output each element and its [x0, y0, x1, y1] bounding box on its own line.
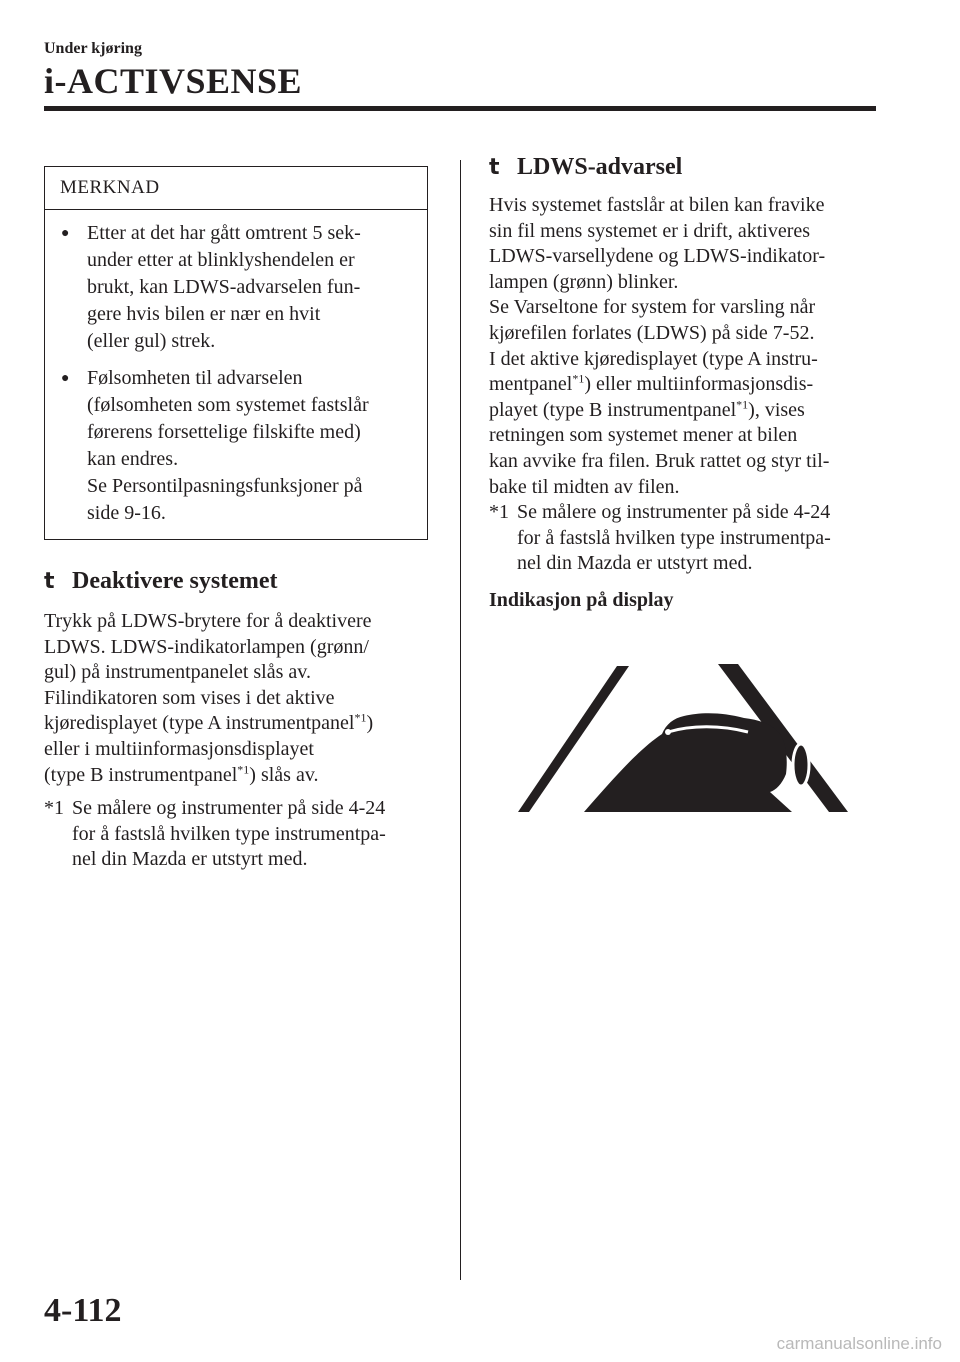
deactivate-heading [44, 568, 430, 595]
bullet-icon: ● [61, 226, 70, 241]
display-indication-heading: Indikasjon på display [489, 588, 674, 611]
watermark: carmanualsonline.info [776, 1334, 942, 1353]
left-column [44, 166, 430, 873]
page-number: 4-112 [44, 1292, 122, 1329]
chapter-title: i-ACTIVSENSE [44, 61, 303, 101]
footnote-mark: *1 [489, 501, 509, 524]
ldws-warning-paragraph [489, 193, 879, 500]
note-body [45, 210, 427, 539]
footnote-text: Se målere og instrumenter på side 4-24 for å fastslå hvilken type instrumentpa- nel din Mazda er utstyrt med. [517, 501, 831, 575]
section-label: Under kjøring [44, 40, 142, 57]
bullet-icon: ● [61, 371, 70, 386]
paragraph-text: ) eller multiinformasjonsdis- playet (type B instrumentpanel [489, 373, 814, 421]
paragraph-text: ) slås av. [249, 763, 319, 786]
paragraph-text: Hvis systemet fastslår at bilen kan fravike sin fil mens systemet er i drift, aktiveres LDWS-varsellydene og LDWS-indikator- lampen (grønn) blinker. Se Varseltone for system for varsling når kjørefilen forlates (LDWS) på side 7-52. I det aktive kjøredisplayet (type A instru- mentpanel [489, 194, 826, 396]
note-box [44, 166, 428, 540]
paragraph-text: Trykk på LDWS-brytere for å deaktivere LDWS. LDWS-indikatorlampen (grønn/ gul) på instrumentpanelet slås av. Filindikatoren som vises i det aktive kjøredisplayet (type A instrumentpanel [44, 610, 372, 735]
note-item [59, 220, 413, 355]
deactivate-title: Deaktivere systemet [72, 568, 278, 594]
note-title: MERKNAD [45, 167, 427, 210]
paragraph-text: ) eller i multiinformasjonsdisplayet (type B instrumentpanel [44, 712, 374, 786]
right-column [489, 154, 879, 612]
ldws-warning-heading [489, 154, 879, 181]
title-rule [44, 106, 876, 111]
deactivate-footnote [44, 796, 430, 873]
footnote-ref: *1 [736, 397, 749, 412]
ldws-warning-title: LDWS-advarsel [517, 154, 683, 180]
ldws-warning-footnote [489, 500, 879, 577]
paragraph-text: ), vises retningen som systemet mener at bilen kan avvike fra filen. Bruk rattet og styr til- bake til midten av filen. [489, 398, 830, 498]
footnote-mark: *1 [44, 797, 64, 820]
note-item-text: Følsomheten til advarselen (følsomheten som systemet fastslår førerens forsettelige filskifte med) kan endres. Se Persontilpasningsfunksjoner på side 9-16. [87, 367, 369, 524]
note-item [59, 365, 413, 527]
footnote-ref: *1 [354, 710, 367, 725]
section-marker-icon: t [489, 155, 500, 180]
lane-departure-car-icon [516, 662, 850, 814]
footnote-ref: *1 [572, 371, 585, 386]
column-divider [460, 160, 461, 1280]
note-item-text: Etter at det har gått omtrent 5 sek- under etter at blinklyshendelen er brukt, kan LDWS-advarselen fun- gere hvis bilen er nær en hvit (eller gul) strek. [87, 222, 361, 352]
deactivate-paragraph [44, 609, 430, 788]
footnote-ref: *1 [237, 761, 250, 776]
footnote-text: Se målere og instrumenter på side 4-24 for å fastslå hvilken type instrumentpa- nel din Mazda er utstyrt med. [72, 797, 386, 871]
section-marker-icon: t [44, 569, 55, 594]
